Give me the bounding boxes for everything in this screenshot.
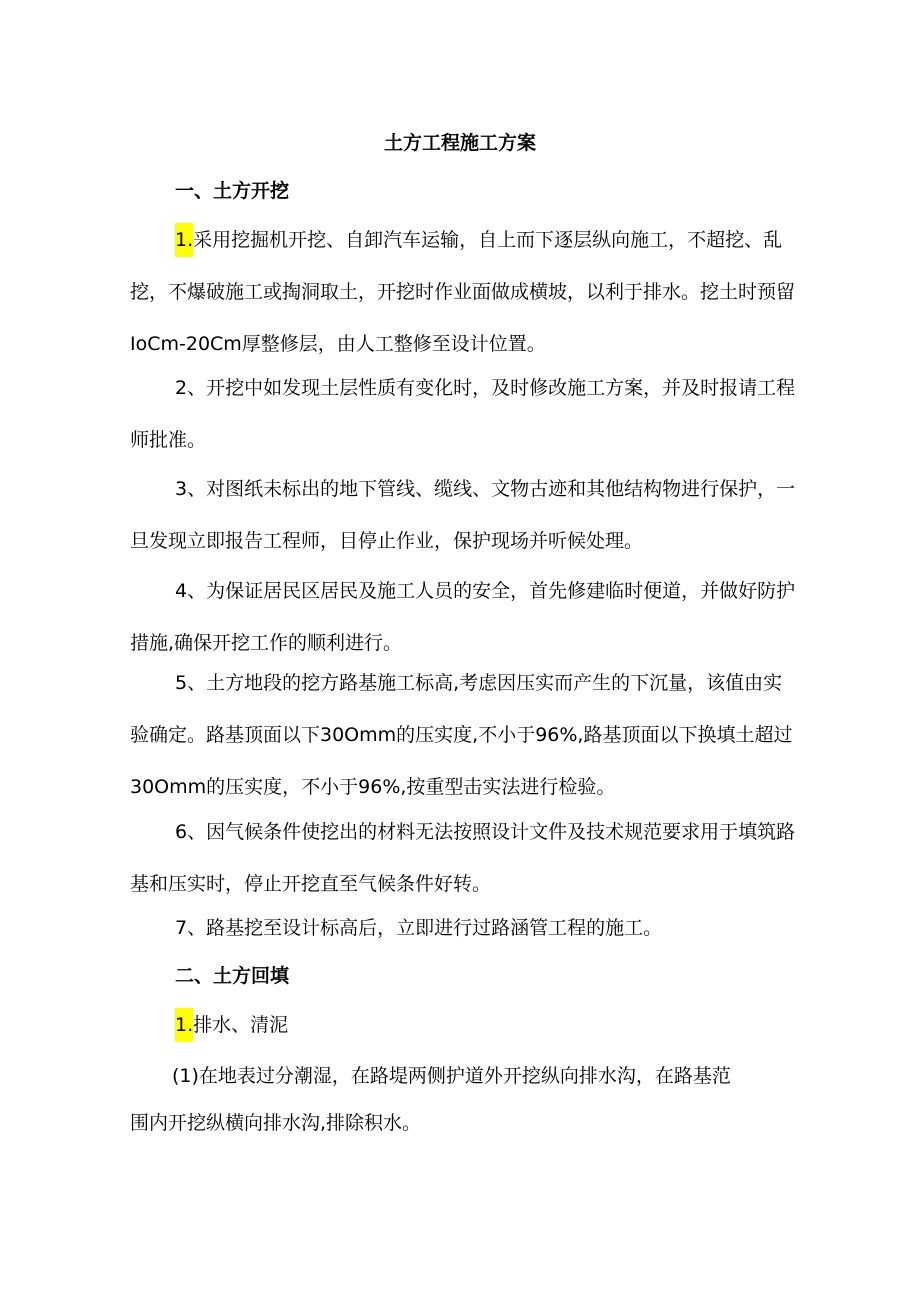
paragraph-item-1 [130, 214, 800, 370]
subheading-text: 排水、清泥 [193, 1014, 289, 1036]
section-heading-backfill: 二、土方回填 [175, 965, 290, 987]
paragraph-item-2: 2、开挖中如发现土层性质有变化时，及时修改施工方案，并及时报请工程师批准。 [130, 377, 796, 451]
paragraph-item-5: 5、土方地段的挖方路基施工标高,考虑因压实而产生的下沉量，该值由实验确定。路基顶面以下30Omm的压实度,不小于96%,路基顶面以下换填土超过30Omm的压实度，不小于96%,按重型击实法进行检验。 [130, 672, 793, 798]
section-heading-excavation: 一、土方开挖 [175, 180, 290, 202]
paragraph-item-4: 4、为保证居民区居民及施工人员的安全，首先修建临时便道，并做好防护措施,确保开挖工作的顺利进行。 [130, 580, 796, 654]
item-number-highlight: 1. [175, 223, 193, 257]
paragraph-text: 采用挖掘机开挖、自卸汽车运输，自上而下逐层纵向施工，不超挖、乱挖，不爆破施工或掏洞取土，开挖时作业面做成横坡，以利于排水。挖土时预留IoCm-20Cm厚整修层，由人工整修至设计位置。 [130, 229, 796, 355]
document-title: 土方工程施工方案 [383, 132, 536, 154]
paragraph-item-6: 6、因气候条件使挖出的材料无法按照设计文件及技术规范要求用于填筑路基和压实时，停止开挖直至气候条件好转。 [130, 821, 796, 895]
paragraph-item-7: 7、路基挖至设计标高后，立即进行过路涵管工程的施工。 [175, 917, 663, 939]
paragraph-line: 围内开挖纵横向排水沟,排除积水。 [130, 1112, 422, 1134]
item-number-highlight: 1. [175, 1008, 193, 1042]
paragraph-line: (1)在地表过分潮湿，在路堤两侧护道外开挖纵向排水沟，在路基范 [172, 1065, 731, 1087]
paragraph-item-3: 3、对图纸未标出的地下管线、缆线、文物古迹和其他结构物进行保护，一旦发现立即报告工程师，目停止作业，保护现场并听候处理。 [130, 478, 796, 552]
subheading-drainage [175, 1012, 288, 1038]
